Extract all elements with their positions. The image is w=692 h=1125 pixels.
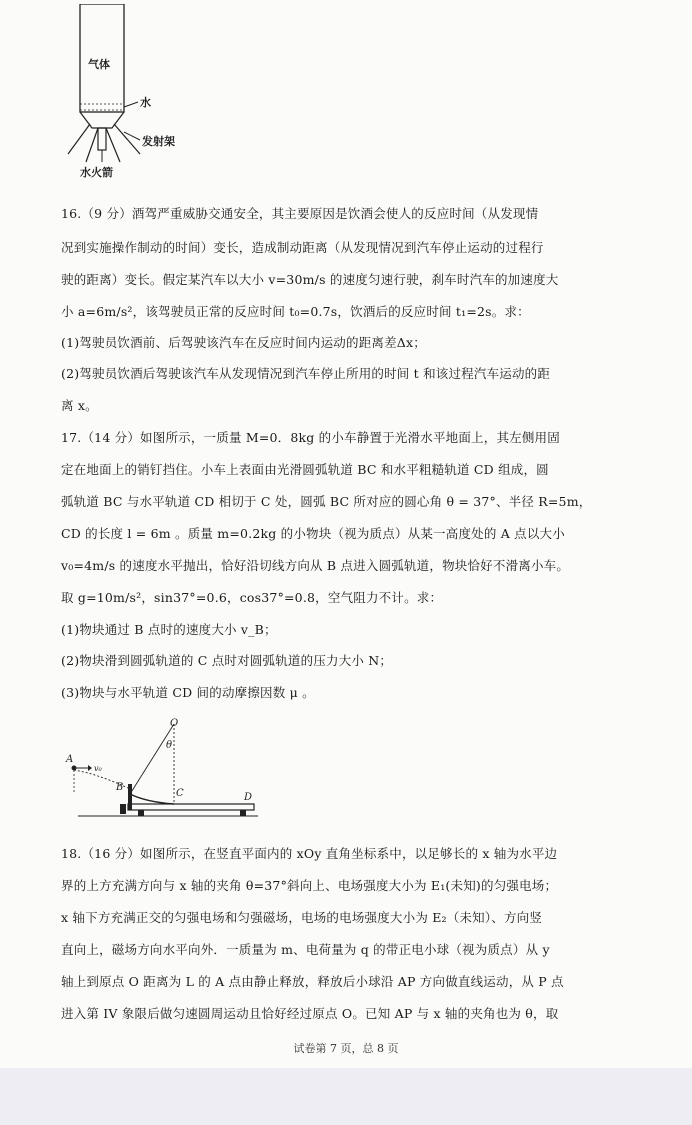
- q16-part-2: (2)驾驶员饮酒后驾驶该汽车从发现情况到汽车停止所用的时间 t 和该过程汽车运动的距: [61, 366, 551, 381]
- q18-line-6: 进入第 IV 象限后做匀速圆周运动且恰好经过原点 O。已知 AP 与 x 轴的夹角也为 θ，取: [61, 1006, 559, 1021]
- q16-line-2: 况到实施操作制动的时间）变长，造成制动距离（从发现情况到汽车停止运动的过程行: [61, 240, 544, 255]
- label-C: C: [176, 788, 184, 799]
- q18-line-2: 界的上方充满方向与 x 轴的夹角 θ=37°斜向上、电场强度大小为 E₁(未知)的匀强电场；: [61, 878, 558, 893]
- q18-line-3: x 轴下方充满正交的匀强电场和匀强磁场，电场的电场强度大小为 E₂（未知）、方向竖: [61, 910, 543, 925]
- q17-part-3: (3)物块与水平轨道 CD 间的动摩擦因数 μ 。: [61, 685, 315, 700]
- q17-line-4: CD 的长度 l = 6m 。质量 m=0.2kg 的小物块（视为质点）从某一高度处的 A 点以大小: [61, 526, 565, 541]
- q17-part-2: (2)物块滑到圆弧轨道的 C 点时对圆弧轨道的压力大小 N；: [61, 653, 393, 668]
- q18-line-1: 18.（16 分）如图所示，在竖直平面内的 xOy 直角坐标系中，以足够长的 x 轴为水平边: [61, 846, 558, 861]
- label-water: 水: [140, 96, 151, 109]
- q18-line-4: 直向上，磁场方向水平向外．一质量为 m、电荷量为 q 的带正电小球（视为质点）从 y: [61, 942, 550, 957]
- q16-line-4: 小 a=6m/s²，该驾驶员正常的反应时间 t₀=0.7s，饮酒后的反应时间 t₁=2s。求：: [61, 304, 530, 319]
- label-rocket: 水火箭: [80, 166, 113, 179]
- label-gas: 气体: [88, 58, 110, 71]
- label-v0: v₀: [94, 764, 102, 773]
- arc-track: [130, 794, 174, 804]
- q16-part-1: (1)驾驶员饮酒前、后驾驶该汽车在反应时间内运动的距离差Δx；: [61, 335, 426, 350]
- launcher-leg-right: [114, 124, 140, 154]
- q17-line-6: 取 g=10m/s²，sin37°=0.6，cos37°=0.8，空气阻力不计。求：: [61, 590, 443, 605]
- q17-line-2: 定在地面上的销钉挡住。小车上表面由光滑圆弧轨道 BC 和水平粗糙轨道 CD 组成，圆: [61, 462, 549, 477]
- bottom-band: [0, 1068, 692, 1125]
- q16-line-3: 驶的距离）变长。假定某汽车以大小 v=30m/s 的速度匀速行驶，刹车时汽车的加速度大: [61, 272, 559, 287]
- q17-line-1: 17.（14 分）如图所示，一质量 M=0．8kg 的小车静置于光滑水平地面上，其左侧用固: [61, 430, 560, 445]
- cart-body: [128, 804, 254, 810]
- rocket-nozzle: [80, 112, 124, 128]
- v0-arrowhead: [88, 765, 92, 771]
- wheel-right: [240, 810, 246, 816]
- page-footer: 试卷第 7 页，总 8 页: [293, 1042, 399, 1055]
- cart-track-figure: [58, 718, 268, 818]
- label-B: B: [116, 782, 124, 793]
- q17-line-3: 弧轨道 BC 与水平轨道 CD 相切于 C 处，圆弧 BC 所对应的圆心角 θ = 37°、半径 R=5m，: [61, 494, 592, 509]
- water-rocket-figure: [58, 4, 228, 184]
- q16-part-2-cont: 离 x。: [61, 398, 98, 413]
- q16-line-1: 16.（9 分）酒驾严重威胁交通安全，其主要原因是饮酒会使人的反应时间（从发现情: [61, 206, 539, 221]
- label-O: O: [170, 718, 179, 729]
- label-theta: θ: [166, 740, 173, 751]
- q17-part-1: (1)物块通过 B 点时的速度大小 v_B；: [61, 622, 277, 637]
- water-pointer: [124, 102, 138, 107]
- q18-line-5: 轴上到原点 O 距离为 L 的 A 点由静止释放，释放后小球沿 AP 方向做直线运动，从 P 点: [61, 974, 564, 989]
- cart-left-wall: [128, 784, 132, 810]
- pin: [120, 804, 126, 814]
- launcher-leg-left: [68, 124, 90, 154]
- q17-line-5: v₀=4m/s 的速度水平抛出，恰好沿切线方向从 B 点进入圆弧轨道，物块恰好不滑离小车。: [61, 558, 570, 573]
- wheel-left: [138, 810, 144, 816]
- radius-line: [130, 724, 174, 794]
- launcher-leg-mid: [86, 128, 98, 162]
- launcher-leg-mid2: [106, 128, 120, 162]
- label-D: D: [244, 792, 253, 803]
- nozzle-tube: [98, 128, 106, 150]
- label-A: A: [66, 754, 74, 765]
- label-launcher: 发射架: [142, 135, 175, 148]
